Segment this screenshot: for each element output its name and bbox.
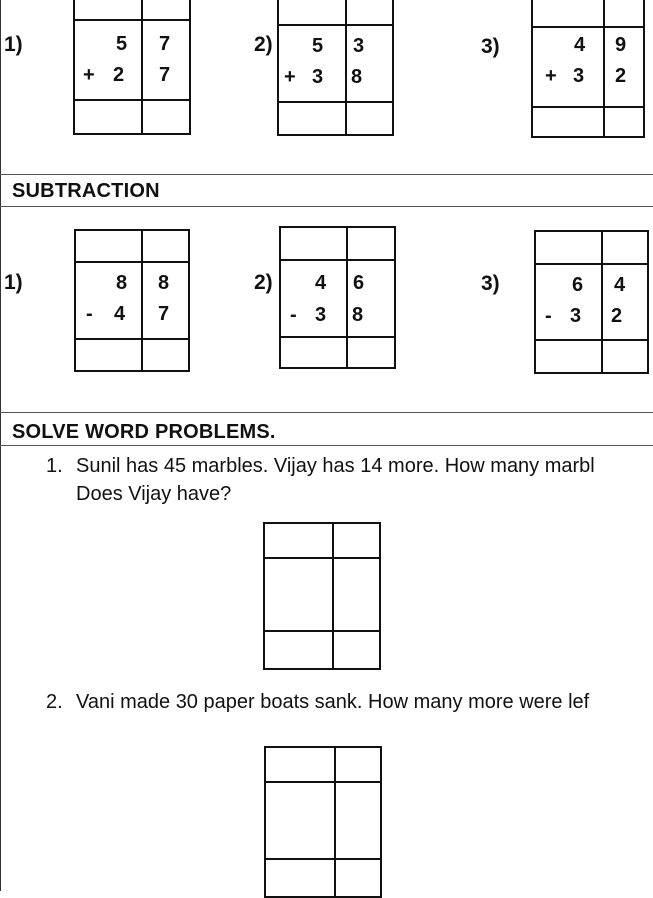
subtraction-2-bottom-ones: 8: [352, 304, 364, 326]
addition-1-bottom-ones: 7: [159, 64, 171, 86]
addition-3-label: 3): [481, 35, 500, 58]
word-problem-2-number: 2.: [46, 691, 63, 713]
addition-1-operator: +: [83, 64, 95, 86]
addition-2-label: 2): [254, 33, 273, 56]
addition-2-box: [277, 0, 394, 136]
addition-1-top-ones: 7: [159, 33, 171, 55]
word-problem-1-number: 1.: [46, 455, 63, 477]
subtraction-2-top-tens: 4: [315, 272, 327, 294]
word-problem-2-answer-box: [264, 746, 382, 898]
addition-3-bottom-ones: 2: [615, 65, 627, 87]
subtraction-1-bottom-ones: 7: [158, 303, 170, 325]
addition-2-operator: +: [284, 66, 296, 88]
addition-3-operator: +: [545, 65, 557, 87]
word-problem-1-text-line2: Does Vijay have?: [76, 483, 232, 505]
addition-2-bottom-tens: 3: [312, 66, 324, 88]
word-problems-heading: SOLVE WORD PROBLEMS.: [12, 421, 276, 443]
subtraction-1-bottom-tens: 4: [114, 303, 126, 325]
subtraction-3-box: [534, 230, 649, 374]
section-divider: [0, 174, 653, 175]
subtraction-3-top-tens: 6: [572, 274, 584, 296]
subtraction-3-operator: -: [545, 305, 552, 327]
subtraction-1-top-tens: 8: [116, 272, 128, 294]
subtraction-2-operator: -: [290, 304, 297, 326]
subtraction-1-box: [74, 229, 190, 372]
addition-3-top-ones: 9: [615, 34, 627, 56]
subtraction-1-label: 1): [4, 271, 23, 294]
subtraction-heading: SUBTRACTION: [12, 180, 160, 202]
addition-3-bottom-tens: 3: [573, 65, 585, 87]
subtraction-2-bottom-tens: 3: [315, 304, 327, 326]
addition-1-label: 1): [4, 33, 23, 56]
addition-3-box: [531, 0, 645, 138]
addition-2-top-ones: 3: [353, 35, 365, 57]
addition-1-box: [73, 0, 191, 135]
subtraction-3-label: 3): [481, 272, 500, 295]
addition-2-top-tens: 5: [312, 35, 324, 57]
section-divider: [0, 445, 653, 446]
subtraction-1-operator: -: [86, 303, 93, 325]
word-problem-1-text: Sunil has 45 marbles. Vijay has 14 more. How many marbl: [76, 455, 595, 477]
addition-3-top-tens: 4: [574, 34, 586, 56]
section-divider: [0, 206, 653, 207]
addition-1-top-tens: 5: [116, 33, 128, 55]
subtraction-2-label: 2): [254, 271, 273, 294]
subtraction-3-bottom-ones: 2: [611, 305, 623, 327]
subtraction-3-bottom-tens: 3: [570, 305, 582, 327]
word-problem-1-answer-box: [263, 522, 381, 670]
addition-1-bottom-tens: 2: [113, 64, 125, 86]
subtraction-2-top-ones: 6: [353, 272, 365, 294]
subtraction-3-top-ones: 4: [614, 274, 626, 296]
addition-2-bottom-ones: 8: [351, 66, 363, 88]
section-divider: [0, 412, 653, 413]
word-problem-2-text: Vani made 30 paper boats sank. How many more were lef: [76, 691, 590, 713]
subtraction-2-box: [279, 226, 396, 369]
subtraction-1-top-ones: 8: [158, 272, 170, 294]
